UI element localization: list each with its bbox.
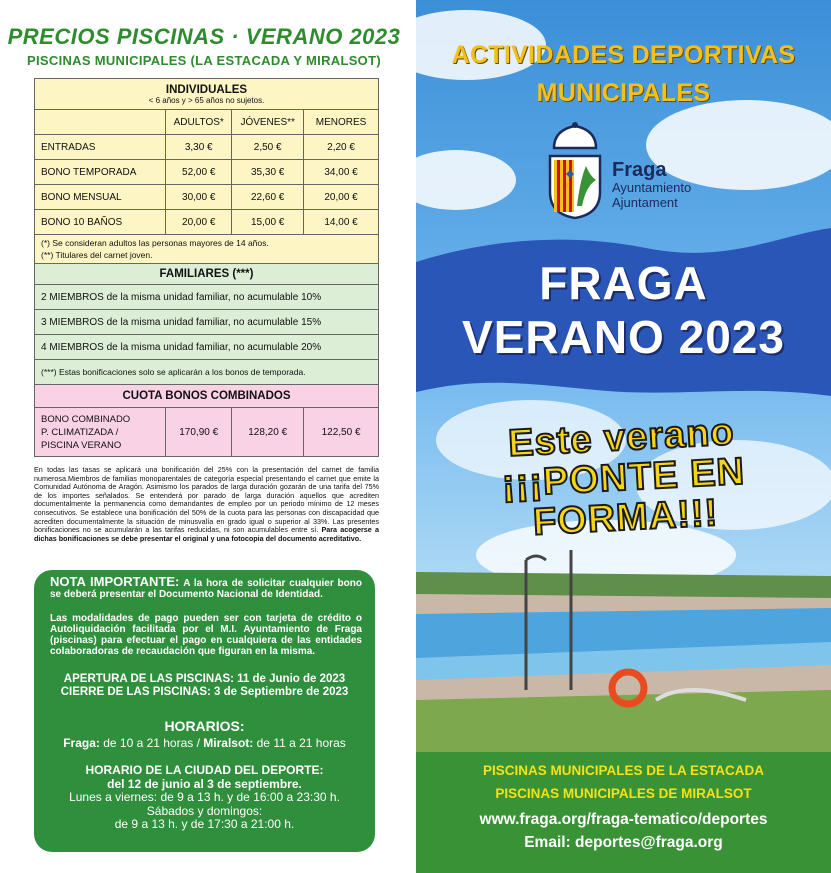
slogan-line1: Este verano: [507, 411, 736, 465]
cd-weekend: de 9 a 13 h. y de 17:30 a 21:00 h.: [114, 817, 295, 832]
cd-title: HORARIO DE LA CIUDAD DEL DEPORTE:: [85, 763, 324, 777]
row-label: ENTRADAS: [35, 135, 166, 160]
individuales-header-row: [35, 79, 379, 110]
price-cell: 22,60 €: [232, 185, 304, 210]
family-row: 3 MIEMBROS de la misma unidad familiar, no acumulable 15%: [35, 310, 379, 335]
slogan-line3: FORMA!!!: [531, 492, 720, 544]
price-panel: [0, 0, 408, 873]
combinados-header-row: [35, 385, 379, 408]
activities-title-line1: ACTIVIDADES DEPORTIVAS: [451, 41, 796, 69]
table-row: [35, 210, 379, 235]
activities-title-line2: MUNICIPALES: [536, 79, 711, 107]
note-intro: [50, 576, 362, 600]
footer-pool-estacada: PISCINAS MUNICIPALES DE LA ESTACADA: [482, 763, 764, 778]
brand-name: Fraga: [612, 159, 667, 181]
price-cell: 2,50 €: [232, 135, 304, 160]
price-title: PRECIOS PISCINAS · VERANO 2023: [7, 24, 401, 49]
price-cell: 128,20 €: [232, 408, 304, 457]
combo-label-1: BONO COMBINADO: [41, 413, 131, 425]
combo-label-3: PISCINA VERANO: [41, 439, 122, 451]
price-cell: 15,00 €: [232, 210, 304, 235]
table-row: [35, 285, 379, 310]
horarios-line: [34, 736, 375, 750]
fraga-label: Fraga:: [63, 736, 100, 750]
table-row: [35, 408, 379, 457]
slogan-line2: ¡¡¡PONTE EN: [500, 450, 747, 506]
note-title: NOTA IMPORTANTE:: [50, 574, 180, 589]
opening-date: APERTURA DE LAS PISCINAS: 11 de Junio de 2023: [63, 673, 346, 685]
individuales-notes-row: [35, 235, 379, 264]
price-cell: 20,00 €: [304, 185, 379, 210]
family-row: 4 MIEMBROS de la misma unidad familiar, no acumulable 20%: [35, 335, 379, 360]
price-cell: 35,30 €: [232, 160, 304, 185]
table-row: [35, 185, 379, 210]
youth-note: (**) Titulares del carnet joven.: [41, 250, 153, 260]
row-label: BONO 10 BAÑOS: [35, 210, 166, 235]
footer-url-link[interactable]: www.fraga.org/fraga-tematico/deportes: [479, 811, 768, 828]
price-cell: 14,00 €: [304, 210, 379, 235]
payment-text: Las modalidades de pago pueden ser con tarjeta de crédito o Autoliquidación facilitada por el M.I. Ayuntamiento de Fraga (piscinas) para efectuar el pago en cualquiera de las entidades colaboradoras de recaudación que figuran en la misma.: [50, 613, 362, 657]
cd-weekend-label: Sábados y domingos:: [146, 803, 263, 818]
column-header-row: [35, 110, 379, 135]
combo-label-2: P. CLIMATIZADA /: [41, 426, 119, 438]
main-title: [416, 256, 831, 364]
note-intro-text: A la hora de solicitar cualquier bono se deberá presentar el Documento Nacional de Identidad.: [50, 578, 362, 600]
price-cell: 20,00 €: [166, 210, 232, 235]
fine-print: [34, 466, 379, 543]
price-cell: 122,50 €: [304, 408, 379, 457]
familiares-note: (***) Estas bonificaciones solo se aplicarán a los bonos de temporada.: [35, 360, 379, 385]
cd-dates: del 12 de junio al 3 de septiembre.: [107, 776, 302, 791]
footer-pool-miralsot: PISCINAS MUNICIPALES DE MIRALSOT: [495, 786, 752, 801]
fine-print-bold: Para acogerse a dichas bonificaciones se debe presentar el original y una fotocopia del documento acreditativo.: [34, 525, 379, 543]
brand-sub-1: Ayuntamiento: [612, 180, 692, 195]
main-title-line2: VERANO 2023: [462, 311, 785, 363]
slogan: [416, 407, 831, 549]
row-label: BONO MENSUAL: [35, 185, 166, 210]
familiares-note-row: [35, 360, 379, 385]
row-label: BONO TEMPORADA: [35, 160, 166, 185]
price-cell: 2,20 €: [304, 135, 379, 160]
col-menores: MENORES: [304, 110, 379, 135]
familiares-heading: FAMILIARES (***): [35, 264, 379, 285]
ciudad-deporte-hours: [34, 764, 375, 832]
miralsot-label: Miralsot:: [203, 736, 254, 750]
table-row: [35, 335, 379, 360]
price-cell: 170,90 €: [166, 408, 232, 457]
combinados-heading: CUOTA BONOS COMBINADOS: [35, 385, 379, 408]
cover-panel: [416, 0, 831, 873]
price-cell: 52,00 €: [166, 160, 232, 185]
price-cell: 30,00 €: [166, 185, 232, 210]
price-subtitle: PISCINAS MUNICIPALES (LA ESTACADA Y MIRALSOT): [27, 53, 381, 68]
individuales-heading: INDIVIDUALES: [165, 83, 248, 96]
table-row: [35, 135, 379, 160]
price-cell: 34,00 €: [304, 160, 379, 185]
important-note-box: [34, 570, 375, 852]
price-cell: 3,30 €: [166, 135, 232, 160]
main-title-line1: FRAGA: [539, 257, 708, 309]
adults-note: (*) Se consideran adultos las personas mayores de 14 años.: [41, 238, 269, 248]
horarios-title: HORARIOS:: [164, 718, 245, 734]
table-row: [35, 160, 379, 185]
price-table: [34, 78, 379, 457]
individuales-subnote: < 6 años y > 65 años no sujetos.: [148, 95, 265, 105]
fraga-hours: de 10 a 21 horas /: [99, 736, 204, 750]
family-row: 2 MIEMBROS de la misma unidad familiar, no acumulable 10%: [35, 285, 379, 310]
closing-date: CIERRE DE LAS PISCINAS: 3 de Septiembre de 2023: [60, 686, 349, 698]
brand-sub-2: Ajuntament: [612, 195, 678, 210]
footer-email-link[interactable]: Email: deportes@fraga.org: [524, 834, 723, 851]
col-jovenes: JÓVENES**: [232, 110, 304, 135]
cd-weekdays: Lunes a viernes: de 9 a 13 h. y de 16:00 a 23:30 h.: [69, 790, 340, 805]
season-dates: [34, 673, 375, 699]
col-adultos: ADULTOS*: [166, 110, 232, 135]
fine-print-text: En todas las tasas se aplicará una bonificación del 25% con la presentación del carnet de familia numerosa.Miembros de familias monoparentales de categoría especial presentando el carnet que emite la Comunidad Autónoma de Aragón. Asimismo los parados de larga duración gozarán de una tarifa del 75% de los importes señalados. Se entenderá por parado de larga duración aquellos que acrediten documentalmente la permanencia como demandantes de empleo por un periodo mínimo de 12 meses consecutivos. Se establece una bonificación del 50% de la cuota para las personas con discapacidad que acrediten documentalmente la situación de minusvalía en grado igual o superior al 33%. Las presentes bonificaciones no se acumularán a las tarifas reducidas, ni son acumulables entre sí.: [34, 465, 379, 535]
table-row: [35, 310, 379, 335]
miralsot-hours: de 11 a 21 horas: [253, 736, 346, 750]
familiares-header-row: [35, 264, 379, 285]
